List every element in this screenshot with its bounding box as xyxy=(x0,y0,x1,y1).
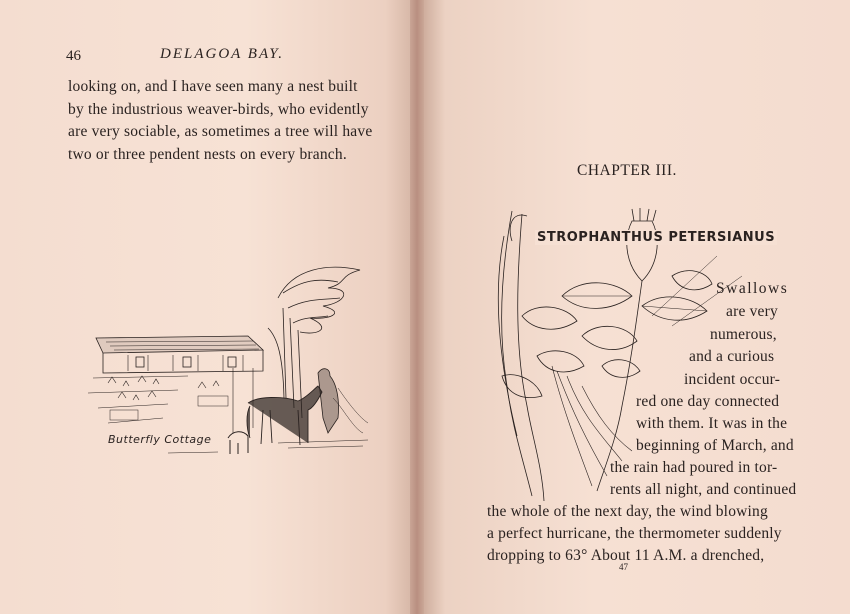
body-line: beginning of March, and xyxy=(636,437,794,454)
body-line: looking on, and I have seen many a nest built xyxy=(68,78,358,95)
illustration-caption: Butterfly Cottage xyxy=(108,433,212,446)
body-line: and a curious xyxy=(689,348,775,365)
body-line: rents all night, and continued xyxy=(610,481,797,498)
book-gutter xyxy=(410,0,424,614)
body-line: a perfect hurricane, the thermometer suddenly xyxy=(487,525,782,542)
body-line: are very xyxy=(726,303,778,320)
right-page xyxy=(424,0,850,614)
body-line: by the industrious weaver-birds, who evidently xyxy=(68,101,369,118)
body-line: the whole of the next day, the wind blowing xyxy=(487,503,768,520)
plant-caption: STROPHANTHUS PETERSIANUS xyxy=(537,230,776,245)
left-page xyxy=(0,0,410,614)
left-page-number: 46 xyxy=(66,48,81,64)
right-page-number: 47 xyxy=(619,562,628,572)
running-head: DELAGOA BAY. xyxy=(160,46,285,62)
body-line: incident occur- xyxy=(684,371,781,388)
body-line: the rain had poured in tor- xyxy=(610,459,778,476)
body-line: dropping to 63° About 11 A.M. a drenched, xyxy=(487,547,765,564)
chapter-heading: CHAPTER III. xyxy=(577,162,677,179)
body-line: are very sociable, as sometimes a tree will have xyxy=(68,123,373,140)
body-line: red one day connected xyxy=(636,393,780,410)
body-line: two or three pendent nests on every branch. xyxy=(68,146,347,163)
body-line: Swallows xyxy=(716,280,789,297)
body-line: with them. It was in the xyxy=(636,415,788,432)
body-line: numerous, xyxy=(710,326,777,343)
